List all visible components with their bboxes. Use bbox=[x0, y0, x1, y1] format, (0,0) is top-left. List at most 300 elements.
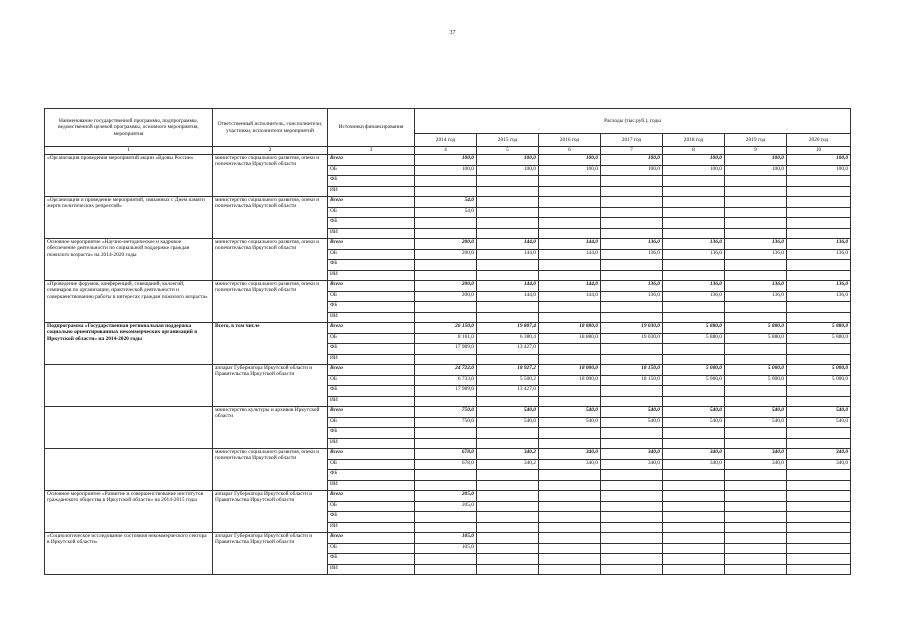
amount-cell bbox=[725, 207, 787, 218]
amount-cell bbox=[415, 564, 477, 575]
amount-cell bbox=[539, 260, 601, 271]
amount-cell bbox=[477, 470, 539, 481]
table-row bbox=[45, 323, 851, 334]
amount-cell bbox=[539, 344, 601, 355]
amount-cell: 100,0 bbox=[601, 165, 663, 176]
amount-cell: 540,0 bbox=[725, 417, 787, 428]
amount-cell bbox=[787, 491, 851, 502]
amount-cell bbox=[725, 218, 787, 229]
amount-cell: 340,0 bbox=[539, 449, 601, 460]
source-cell: ОБ bbox=[328, 459, 415, 470]
amount-cell: 136,0 bbox=[725, 291, 787, 302]
amount-cell: 340,0 bbox=[663, 459, 725, 470]
amount-cell: 5 000,0 bbox=[663, 375, 725, 386]
amount-cell: 5 000,0 bbox=[663, 365, 725, 376]
amount-cell bbox=[477, 228, 539, 239]
amount-cell bbox=[663, 386, 725, 397]
amount-cell: 144,0 bbox=[539, 249, 601, 260]
amount-cell: 100,0 bbox=[477, 155, 539, 166]
amount-cell bbox=[663, 218, 725, 229]
amount-cell bbox=[601, 564, 663, 575]
amount-cell bbox=[787, 533, 851, 544]
year-header: 2015 год bbox=[477, 134, 539, 147]
amount-cell bbox=[601, 386, 663, 397]
amount-cell bbox=[787, 176, 851, 187]
page-number: 37 bbox=[449, 30, 456, 36]
amount-cell: 144,0 bbox=[539, 239, 601, 250]
amount-cell bbox=[787, 480, 851, 491]
amount-cell bbox=[539, 396, 601, 407]
amount-cell bbox=[725, 533, 787, 544]
amount-cell bbox=[415, 270, 477, 281]
amount-cell bbox=[787, 470, 851, 481]
amount-cell: 540,0 bbox=[477, 407, 539, 418]
source-cell: Всего bbox=[328, 365, 415, 376]
activity-name bbox=[45, 407, 213, 449]
amount-cell bbox=[725, 186, 787, 197]
amount-cell bbox=[415, 218, 477, 229]
amount-cell: 5 880,0 bbox=[787, 323, 851, 334]
amount-cell: 105,0 bbox=[415, 543, 477, 554]
source-cell: ОБ bbox=[328, 417, 415, 428]
source-cell: ФБ bbox=[328, 470, 415, 481]
executor: аппарат Губернатора Иркутской области и Правительства Иркутской области bbox=[213, 365, 328, 407]
source-cell: ФБ bbox=[328, 218, 415, 229]
amount-cell bbox=[663, 512, 725, 523]
amount-cell bbox=[725, 176, 787, 187]
amount-cell: 100,0 bbox=[663, 155, 725, 166]
amount-cell: 136,0 bbox=[663, 249, 725, 260]
amount-cell bbox=[415, 396, 477, 407]
amount-cell bbox=[787, 302, 851, 313]
amount-cell: 54,0 bbox=[415, 207, 477, 218]
amount-cell bbox=[663, 197, 725, 208]
amount-cell: 340,0 bbox=[725, 459, 787, 470]
activity-name bbox=[45, 449, 213, 491]
amount-cell bbox=[725, 491, 787, 502]
executor: Всего, в том числе bbox=[213, 323, 328, 365]
amount-cell bbox=[663, 522, 725, 533]
amount-cell: 540,0 bbox=[663, 417, 725, 428]
amount-cell: 19 030,0 bbox=[601, 333, 663, 344]
column-number: 3 bbox=[328, 147, 415, 155]
amount-cell: 18 927,2 bbox=[477, 365, 539, 376]
amount-cell: 100,0 bbox=[601, 155, 663, 166]
amount-cell bbox=[601, 396, 663, 407]
source-cell: ИИ bbox=[328, 396, 415, 407]
amount-cell: 144,0 bbox=[539, 291, 601, 302]
amount-cell bbox=[601, 501, 663, 512]
amount-cell: 340,0 bbox=[601, 449, 663, 460]
amount-cell bbox=[663, 533, 725, 544]
amount-cell: 144,0 bbox=[477, 249, 539, 260]
amount-cell bbox=[477, 491, 539, 502]
amount-cell: 144,0 bbox=[539, 281, 601, 292]
amount-cell: 678,0 bbox=[415, 449, 477, 460]
amount-cell bbox=[663, 354, 725, 365]
amount-cell bbox=[415, 428, 477, 439]
amount-cell bbox=[725, 228, 787, 239]
source-cell: ФБ bbox=[328, 344, 415, 355]
activity-name: Подпрограмма «Государственная региональная поддержка социально ориентированных некоммерческих организаций в Иркутской области» на 2014-2020 годы bbox=[45, 323, 213, 365]
amount-cell bbox=[601, 176, 663, 187]
amount-cell: 105,0 bbox=[415, 533, 477, 544]
column-number: 6 bbox=[539, 147, 601, 155]
activity-name: Основное мероприятие «Развитие и совершенствование институтов гражданского общества в Иркутской области» на 2014-2015 годы bbox=[45, 491, 213, 533]
amount-cell bbox=[539, 470, 601, 481]
amount-cell bbox=[601, 302, 663, 313]
amount-cell: 26 150,0 bbox=[415, 323, 477, 334]
amount-cell bbox=[477, 207, 539, 218]
amount-cell: 340,0 bbox=[787, 459, 851, 470]
amount-cell: 200,0 bbox=[415, 239, 477, 250]
amount-cell bbox=[477, 354, 539, 365]
amount-cell bbox=[725, 270, 787, 281]
column-number: 4 bbox=[415, 147, 477, 155]
amount-cell bbox=[663, 470, 725, 481]
amount-cell: 100,0 bbox=[725, 155, 787, 166]
amount-cell: 136,0 bbox=[725, 239, 787, 250]
source-cell: ИИ bbox=[328, 228, 415, 239]
source-cell: Всего bbox=[328, 197, 415, 208]
amount-cell: 24 722,0 bbox=[415, 365, 477, 376]
amount-cell: 205,0 bbox=[415, 491, 477, 502]
column-number: 1 bbox=[45, 147, 213, 155]
amount-cell: 6 380,4 bbox=[477, 333, 539, 344]
amount-cell bbox=[725, 302, 787, 313]
amount-cell: 136,0 bbox=[725, 249, 787, 260]
amount-cell: 340,0 bbox=[725, 449, 787, 460]
source-cell: ИИ bbox=[328, 354, 415, 365]
amount-cell bbox=[539, 354, 601, 365]
amount-cell bbox=[787, 228, 851, 239]
amount-cell: 5 880,0 bbox=[663, 333, 725, 344]
amount-cell bbox=[725, 512, 787, 523]
table-row bbox=[45, 449, 851, 460]
source-cell: ОБ bbox=[328, 207, 415, 218]
amount-cell bbox=[663, 438, 725, 449]
amount-cell bbox=[415, 302, 477, 313]
amount-cell bbox=[725, 312, 787, 323]
amount-cell bbox=[601, 218, 663, 229]
amount-cell: 100,0 bbox=[415, 155, 477, 166]
table-row bbox=[45, 239, 851, 250]
amount-cell: 13 427,0 bbox=[477, 344, 539, 355]
source-cell: Всего bbox=[328, 491, 415, 502]
amount-cell: 54,0 bbox=[415, 197, 477, 208]
amount-cell bbox=[601, 554, 663, 565]
amount-cell: 200,0 bbox=[415, 281, 477, 292]
amount-cell: 18 000,0 bbox=[539, 375, 601, 386]
source-cell: ИИ bbox=[328, 438, 415, 449]
amount-cell bbox=[477, 176, 539, 187]
amount-cell: 5 880,0 bbox=[725, 323, 787, 334]
amount-cell: 750,0 bbox=[415, 417, 477, 428]
amount-cell bbox=[663, 270, 725, 281]
amount-cell bbox=[477, 564, 539, 575]
amount-cell bbox=[415, 186, 477, 197]
source-cell: ФБ bbox=[328, 512, 415, 523]
amount-cell bbox=[663, 543, 725, 554]
amount-cell bbox=[601, 428, 663, 439]
source-cell: ОБ bbox=[328, 291, 415, 302]
source-cell: ФБ bbox=[328, 176, 415, 187]
executor: аппарат Губернатора Иркутской области и Правительства Иркутской области bbox=[213, 491, 328, 533]
amount-cell: 8 161,0 bbox=[415, 333, 477, 344]
column-number: 10 bbox=[787, 147, 851, 155]
amount-cell bbox=[539, 270, 601, 281]
amount-cell bbox=[601, 522, 663, 533]
amount-cell bbox=[787, 207, 851, 218]
year-header: 2014 год bbox=[415, 134, 477, 147]
amount-cell bbox=[539, 228, 601, 239]
table-row bbox=[45, 491, 851, 502]
amount-cell: 200,0 bbox=[415, 249, 477, 260]
amount-cell bbox=[601, 312, 663, 323]
amount-cell bbox=[601, 207, 663, 218]
amount-cell bbox=[539, 522, 601, 533]
column-number: 5 bbox=[477, 147, 539, 155]
amount-cell: 17 989,0 bbox=[415, 344, 477, 355]
amount-cell: 19 807,4 bbox=[477, 323, 539, 334]
amount-cell bbox=[539, 176, 601, 187]
year-header: 2018 год bbox=[663, 134, 725, 147]
header-executor: Ответственный исполнитель, соисполнители, участники, исполнители мероприятий bbox=[213, 109, 328, 147]
amount-cell bbox=[663, 554, 725, 565]
amount-cell: 5 000,0 bbox=[725, 365, 787, 376]
amount-cell: 18 880,0 bbox=[539, 323, 601, 334]
amount-cell bbox=[477, 218, 539, 229]
source-cell: ОБ bbox=[328, 165, 415, 176]
year-header: 2020 год bbox=[787, 134, 851, 147]
amount-cell bbox=[601, 491, 663, 502]
amount-cell bbox=[725, 354, 787, 365]
source-cell: ИИ bbox=[328, 312, 415, 323]
amount-cell bbox=[725, 344, 787, 355]
amount-cell: 100,0 bbox=[539, 165, 601, 176]
amount-cell bbox=[477, 501, 539, 512]
amount-cell bbox=[477, 302, 539, 313]
amount-cell bbox=[415, 438, 477, 449]
amount-cell bbox=[539, 197, 601, 208]
amount-cell bbox=[601, 270, 663, 281]
source-cell: ФБ bbox=[328, 302, 415, 313]
amount-cell bbox=[787, 354, 851, 365]
amount-cell: 540,0 bbox=[601, 417, 663, 428]
header-expenses: Расходы (тыс.руб.), годы bbox=[415, 109, 851, 134]
column-number: 9 bbox=[725, 147, 787, 155]
year-header: 2017 год bbox=[601, 134, 663, 147]
source-cell: ИИ bbox=[328, 186, 415, 197]
amount-cell bbox=[539, 428, 601, 439]
amount-cell bbox=[663, 396, 725, 407]
amount-cell bbox=[601, 438, 663, 449]
amount-cell bbox=[787, 186, 851, 197]
executor: министерство социального развития, опеки и попечительства Иркутской области bbox=[213, 281, 328, 323]
amount-cell bbox=[663, 186, 725, 197]
amount-cell: 144,0 bbox=[477, 281, 539, 292]
amount-cell bbox=[725, 543, 787, 554]
amount-cell: 100,0 bbox=[787, 165, 851, 176]
amount-cell: 136,0 bbox=[663, 239, 725, 250]
amount-cell bbox=[787, 438, 851, 449]
amount-cell bbox=[415, 512, 477, 523]
amount-cell bbox=[415, 354, 477, 365]
source-cell: ИИ bbox=[328, 480, 415, 491]
amount-cell bbox=[787, 522, 851, 533]
column-number: 8 bbox=[663, 147, 725, 155]
amount-cell bbox=[539, 186, 601, 197]
amount-cell: 136,0 bbox=[601, 291, 663, 302]
amount-cell bbox=[539, 554, 601, 565]
amount-cell bbox=[539, 438, 601, 449]
activity-name: «Организация проведения мероприятий акции «Вдовы России» bbox=[45, 155, 213, 197]
amount-cell bbox=[477, 543, 539, 554]
amount-cell bbox=[477, 533, 539, 544]
amount-cell bbox=[477, 512, 539, 523]
amount-cell: 100,0 bbox=[477, 165, 539, 176]
amount-cell: 205,0 bbox=[415, 501, 477, 512]
amount-cell bbox=[477, 312, 539, 323]
amount-cell bbox=[725, 564, 787, 575]
amount-cell: 18 150,0 bbox=[601, 365, 663, 376]
amount-cell bbox=[663, 491, 725, 502]
amount-cell: 678,0 bbox=[415, 459, 477, 470]
amount-cell bbox=[539, 512, 601, 523]
amount-cell: 136,0 bbox=[663, 291, 725, 302]
amount-cell bbox=[601, 186, 663, 197]
amount-cell bbox=[725, 470, 787, 481]
amount-cell: 13 427,0 bbox=[477, 386, 539, 397]
source-cell: ИИ bbox=[328, 522, 415, 533]
amount-cell bbox=[663, 480, 725, 491]
amount-cell bbox=[415, 260, 477, 271]
source-cell: ОБ bbox=[328, 249, 415, 260]
amount-cell bbox=[787, 312, 851, 323]
amount-cell bbox=[539, 312, 601, 323]
amount-cell bbox=[663, 312, 725, 323]
amount-cell bbox=[663, 207, 725, 218]
amount-cell: 5 880,0 bbox=[787, 333, 851, 344]
column-number: 7 bbox=[601, 147, 663, 155]
amount-cell: 5 880,0 bbox=[725, 333, 787, 344]
amount-cell: 340,0 bbox=[663, 449, 725, 460]
amount-cell: 540,0 bbox=[539, 407, 601, 418]
amount-cell bbox=[539, 533, 601, 544]
source-cell: ФБ bbox=[328, 428, 415, 439]
executor: министерство социального развития, опеки и попечительства Иркутской области bbox=[213, 239, 328, 281]
year-header: 2016 год bbox=[539, 134, 601, 147]
amount-cell: 136,0 bbox=[663, 281, 725, 292]
amount-cell bbox=[539, 386, 601, 397]
amount-cell: 144,0 bbox=[477, 239, 539, 250]
source-cell: Всего bbox=[328, 155, 415, 166]
amount-cell bbox=[725, 501, 787, 512]
activity-name: «Организация и проведение мероприятий, связанных с Днем памяти жертв политических репрессий» bbox=[45, 197, 213, 239]
amount-cell: 540,0 bbox=[539, 417, 601, 428]
executor: министерство социального развития, опеки и попечительства Иркутской области bbox=[213, 155, 328, 197]
amount-cell bbox=[601, 260, 663, 271]
amount-cell bbox=[601, 480, 663, 491]
amount-cell bbox=[663, 428, 725, 439]
amount-cell: 136,0 bbox=[787, 239, 851, 250]
source-cell: ФБ bbox=[328, 386, 415, 397]
amount-cell bbox=[477, 197, 539, 208]
amount-cell: 136,0 bbox=[725, 281, 787, 292]
amount-cell bbox=[539, 302, 601, 313]
amount-cell: 6 733,0 bbox=[415, 375, 477, 386]
activity-name: «Социологическое исследование состояния некоммерческого сектора в Иркутской области» bbox=[45, 533, 213, 575]
amount-cell: 540,0 bbox=[787, 417, 851, 428]
amount-cell: 136,0 bbox=[601, 281, 663, 292]
amount-cell bbox=[601, 533, 663, 544]
amount-cell bbox=[725, 260, 787, 271]
table-row bbox=[45, 281, 851, 292]
amount-cell: 100,0 bbox=[725, 165, 787, 176]
amount-cell bbox=[725, 438, 787, 449]
amount-cell bbox=[477, 428, 539, 439]
amount-cell bbox=[787, 260, 851, 271]
amount-cell: 540,0 bbox=[663, 407, 725, 418]
amount-cell bbox=[725, 197, 787, 208]
amount-cell bbox=[663, 176, 725, 187]
amount-cell: 540,0 bbox=[787, 407, 851, 418]
amount-cell: 5 000,0 bbox=[725, 375, 787, 386]
source-cell: ИИ bbox=[328, 564, 415, 575]
amount-cell bbox=[725, 554, 787, 565]
activity-name bbox=[45, 365, 213, 407]
amount-cell bbox=[601, 512, 663, 523]
amount-cell: 18 000,0 bbox=[539, 365, 601, 376]
amount-cell bbox=[539, 218, 601, 229]
amount-cell: 144,0 bbox=[477, 291, 539, 302]
amount-cell bbox=[601, 228, 663, 239]
amount-cell bbox=[539, 207, 601, 218]
amount-cell bbox=[663, 260, 725, 271]
table-row bbox=[45, 197, 851, 208]
amount-cell bbox=[787, 270, 851, 281]
year-header: 2019 год bbox=[725, 134, 787, 147]
amount-cell bbox=[539, 564, 601, 575]
amount-cell: 540,0 bbox=[725, 407, 787, 418]
amount-cell bbox=[787, 428, 851, 439]
amount-cell bbox=[787, 564, 851, 575]
amount-cell bbox=[415, 522, 477, 533]
source-cell: ИИ bbox=[328, 270, 415, 281]
amount-cell bbox=[787, 386, 851, 397]
amount-cell: 136,0 bbox=[601, 239, 663, 250]
source-cell: Всего bbox=[328, 449, 415, 460]
source-cell: ОБ bbox=[328, 333, 415, 344]
header-name: Наименование государственной программы, подпрограммы, ведомственной целевой программы, основного мероприятия, мероприятия bbox=[45, 109, 213, 147]
amount-cell: 100,0 bbox=[539, 155, 601, 166]
amount-cell bbox=[663, 564, 725, 575]
column-number: 2 bbox=[213, 147, 328, 155]
amount-cell: 18 150,0 bbox=[601, 375, 663, 386]
amount-cell bbox=[415, 480, 477, 491]
amount-cell bbox=[477, 396, 539, 407]
amount-cell: 340,2 bbox=[477, 449, 539, 460]
amount-cell bbox=[663, 344, 725, 355]
amount-cell bbox=[539, 543, 601, 554]
amount-cell bbox=[725, 428, 787, 439]
amount-cell bbox=[415, 312, 477, 323]
amount-cell: 136,0 bbox=[601, 249, 663, 260]
amount-cell bbox=[787, 197, 851, 208]
amount-cell bbox=[539, 480, 601, 491]
amount-cell: 340,0 bbox=[539, 459, 601, 470]
amount-cell: 5 000,0 bbox=[787, 375, 851, 386]
